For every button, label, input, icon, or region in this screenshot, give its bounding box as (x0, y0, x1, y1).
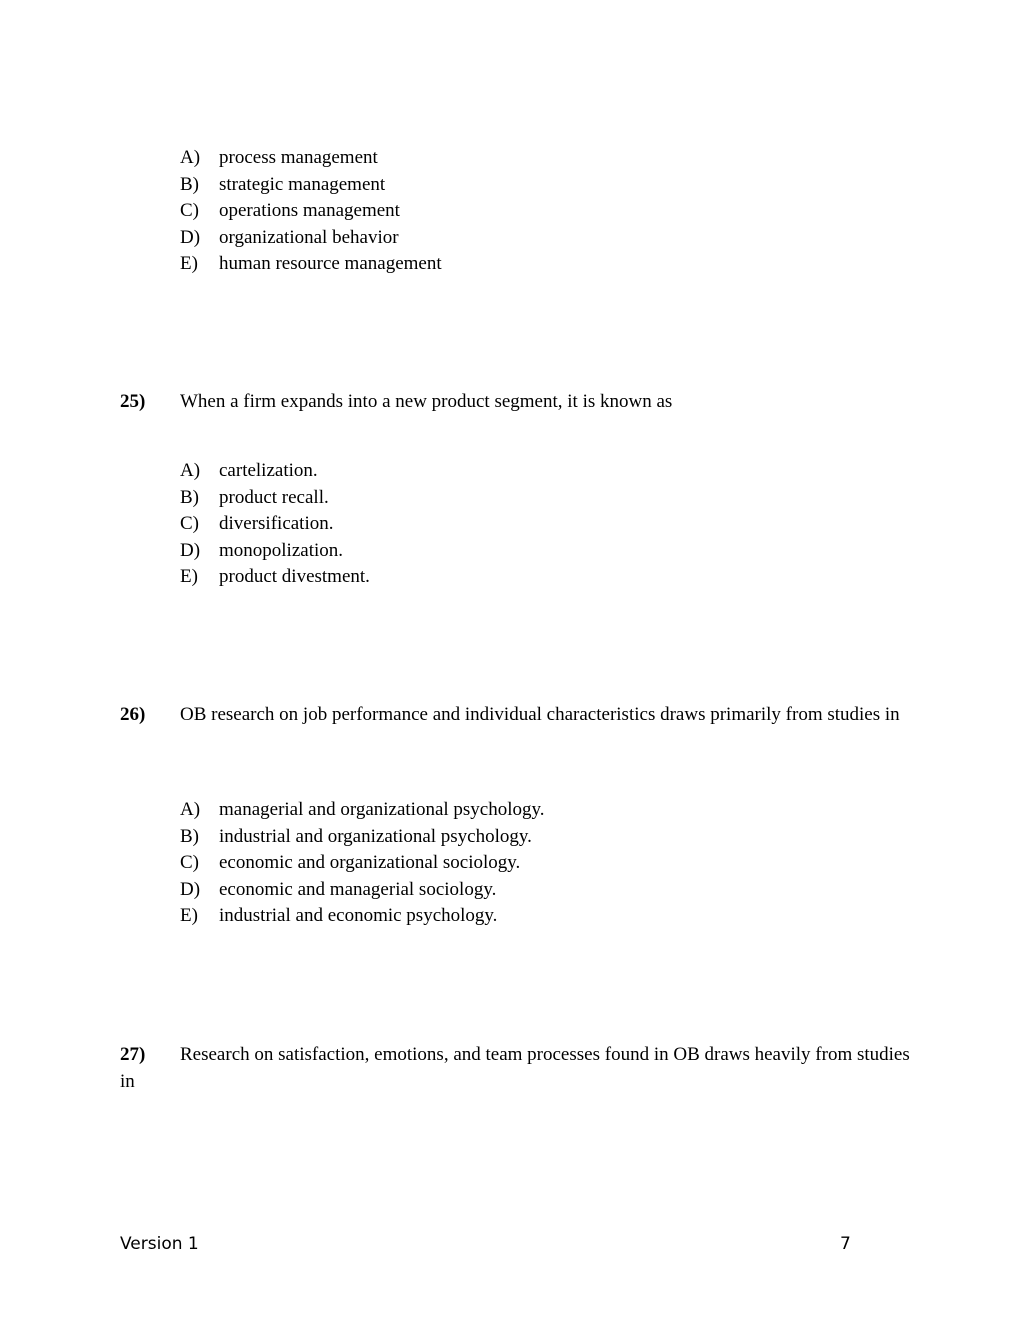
option-text: process management (219, 147, 378, 168)
q24-option-a (180, 145, 442, 172)
option-text: operations management (219, 200, 400, 221)
footer-page-number: 7 (840, 1234, 851, 1254)
option-letter: B) (180, 825, 199, 847)
q25-option-d (180, 538, 370, 565)
question-number: 26) (120, 704, 146, 725)
q24-option-b (180, 172, 442, 199)
option-text: monopolization. (219, 539, 344, 561)
option-letter: D) (180, 226, 201, 248)
q25-option-a (180, 458, 370, 485)
option-text: diversification. (219, 513, 334, 534)
option-letter: B) (180, 486, 199, 508)
q24-option-e (180, 251, 442, 278)
option-text: product recall. (219, 486, 329, 508)
q25-option-b (180, 485, 370, 512)
q26-stem (120, 701, 910, 728)
q24-option-d (180, 225, 442, 252)
q26-option-c (180, 850, 545, 877)
question-text: OB research on job performance and individual characteristics draws primarily from studies in (180, 704, 900, 725)
q27-stem (120, 1041, 910, 1095)
option-letter: C) (180, 852, 199, 873)
option-text: cartelization. (219, 460, 318, 481)
q25-stem (120, 388, 910, 415)
option-letter: D) (180, 539, 201, 561)
question-number: 25) (120, 391, 146, 412)
option-letter: A) (180, 799, 201, 820)
q25-option-e (180, 564, 370, 591)
q25-option-c (180, 511, 370, 538)
q24-option-c (180, 198, 442, 225)
q26-options (180, 797, 545, 930)
option-letter: E) (180, 905, 198, 926)
option-text: economic and managerial sociology. (219, 878, 497, 900)
option-text: product divestment. (219, 566, 370, 587)
option-letter: E) (180, 566, 198, 587)
option-text: organizational behavior (219, 226, 399, 248)
q25-options (180, 458, 370, 591)
question-text: When a firm expands into a new product segment, it is known as (180, 391, 673, 412)
option-letter: C) (180, 200, 199, 221)
option-letter: A) (180, 147, 201, 168)
option-text: economic and organizational sociology. (219, 852, 521, 873)
q24-options (180, 145, 442, 278)
option-text: human resource management (219, 253, 442, 274)
q26-option-b (180, 824, 545, 851)
option-text: industrial and economic psychology. (219, 905, 498, 926)
footer-version: Version 1 (120, 1234, 199, 1254)
option-letter: B) (180, 173, 199, 195)
question-number: 27) (120, 1044, 146, 1065)
option-text: managerial and organizational psychology. (219, 799, 545, 820)
option-text: industrial and organizational psychology. (219, 825, 532, 847)
option-letter: D) (180, 878, 201, 900)
option-text: strategic management (219, 173, 386, 195)
q26-option-d (180, 877, 545, 904)
question-text: Research on satisfaction, emotions, and team processes found in OB draws heavily from studies in (120, 1044, 910, 1092)
option-letter: C) (180, 513, 199, 534)
q26-option-a (180, 797, 545, 824)
option-letter: A) (180, 460, 201, 481)
q26-option-e (180, 903, 545, 930)
option-letter: E) (180, 253, 198, 274)
